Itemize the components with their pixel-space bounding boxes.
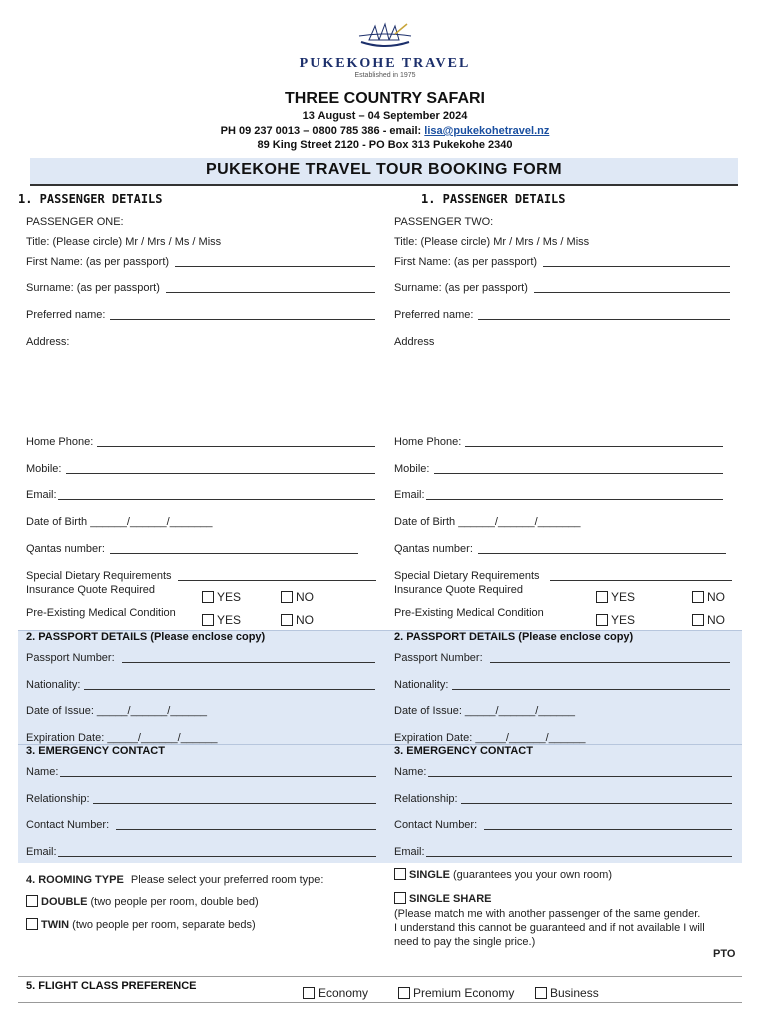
p1-first-name-field[interactable]: [175, 266, 375, 267]
p2-mobile-label: Mobile:: [394, 463, 430, 475]
section1-heading-left: 1. PASSENGER DETAILS: [18, 192, 163, 206]
s3-right-relationship-field[interactable]: [461, 803, 732, 804]
s2-right-nationality-field[interactable]: [452, 689, 730, 690]
p2-surname-label: Surname: (as per passport): [394, 282, 528, 294]
p1-insurance-no-label: NO: [296, 590, 314, 604]
p2-dob[interactable]: Date of Birth ______/______/_______: [394, 516, 581, 528]
p2-label: PASSENGER TWO:: [394, 216, 494, 228]
contact-line: [0, 125, 770, 137]
contact-phone: PH 09 237 0013 – 0800 785 386 - email:: [220, 125, 422, 137]
flight-business-label: Business: [550, 986, 599, 1000]
p1-medical-yes[interactable]: [202, 613, 241, 627]
s2-right-nationality-label: Nationality:: [394, 679, 449, 691]
s5-top-rule: [18, 976, 742, 977]
p2-dietary-label: Special Dietary Requirements: [394, 570, 540, 582]
share-note-1: (Please match me with another passenger of the same gender.: [394, 908, 701, 920]
s4-heading: 4. ROOMING TYPE: [26, 874, 124, 886]
p1-first-name-label: First Name: (as per passport): [26, 256, 170, 268]
s2-left-expiry[interactable]: Expiration Date: _____/______/______: [26, 732, 218, 744]
room-double-label: DOUBLE: [41, 896, 88, 908]
s2-left-passport-field[interactable]: [122, 662, 375, 663]
p2-first-name-field[interactable]: [543, 266, 730, 267]
p2-first-name-label: First Name: (as per passport): [394, 256, 538, 268]
s2-heading-left: 2. PASSPORT DETAILS (Please enclose copy): [26, 631, 266, 643]
p1-title[interactable]: Title: (Please circle) Mr / Mrs / Ms / Miss: [26, 236, 222, 248]
s3-right-contact-label: Contact Number:: [394, 819, 478, 831]
p1-medical-yes-label: YES: [217, 613, 242, 627]
s5-heading: 5. FLIGHT CLASS PREFERENCE: [26, 980, 197, 992]
p2-qantas-field[interactable]: [478, 553, 726, 554]
p1-preferred-field[interactable]: [110, 319, 375, 320]
s2-right-passport-label: Passport Number:: [394, 652, 483, 664]
p2-address-label: Address: [394, 336, 435, 348]
p2-medical-no-checkbox[interactable]: [692, 614, 704, 626]
p2-medical-no[interactable]: [692, 613, 725, 627]
p1-dietary-field[interactable]: [178, 580, 376, 581]
s3-right-relationship-label: Relationship:: [394, 793, 458, 805]
p1-dietary-label: Special Dietary Requirements: [26, 570, 172, 582]
p1-surname-label: Surname: (as per passport): [26, 282, 160, 294]
p1-insurance-label: Insurance Quote Required: [26, 584, 156, 596]
pto-label: PTO: [713, 948, 736, 960]
p2-medical-yes[interactable]: [596, 613, 635, 627]
flight-business[interactable]: [535, 986, 599, 1000]
flight-business-checkbox[interactable]: [535, 987, 547, 999]
p2-surname-field[interactable]: [534, 292, 730, 293]
s3-heading-right: 3. EMERGENCY CONTACT: [394, 745, 533, 757]
room-single[interactable]: [394, 868, 612, 881]
s3-left-relationship-field[interactable]: [93, 803, 376, 804]
room-double-note: (two people per room, double bed): [90, 896, 259, 908]
s3-left-name-field[interactable]: [60, 776, 376, 777]
p1-qantas-label: Qantas number:: [26, 543, 105, 555]
p2-preferred-label: Preferred name:: [394, 309, 474, 321]
s3-left-email-label: Email:: [26, 846, 57, 858]
room-single-label: SINGLE: [409, 869, 450, 881]
s2-left-issue[interactable]: Date of Issue: _____/______/______: [26, 705, 208, 717]
p2-dietary-field[interactable]: [550, 580, 732, 581]
p2-insurance-no-checkbox[interactable]: [692, 591, 704, 603]
room-single-share-checkbox[interactable]: [394, 892, 406, 904]
p2-insurance-no-label: NO: [707, 590, 725, 604]
s3-right-contact-field[interactable]: [484, 829, 732, 830]
p1-dob[interactable]: Date of Birth ______/______/_______: [26, 516, 213, 528]
s3-left-relationship-label: Relationship:: [26, 793, 90, 805]
p2-medical-yes-checkbox[interactable]: [596, 614, 608, 626]
p1-medical-yes-checkbox[interactable]: [202, 614, 214, 626]
flight-economy-checkbox[interactable]: [303, 987, 315, 999]
flight-premium[interactable]: [398, 986, 514, 1000]
p2-medical-label: Pre-Existing Medical Condition: [394, 607, 544, 619]
logo-boat-icon: [355, 20, 415, 52]
flight-premium-label: Premium Economy: [413, 986, 515, 1000]
room-single-checkbox[interactable]: [394, 868, 406, 880]
s3-right-email-field[interactable]: [426, 856, 732, 857]
s2-right-expiry[interactable]: Expiration Date: _____/______/______: [394, 732, 586, 744]
room-single-share[interactable]: [394, 892, 492, 905]
p2-medical-no-label: NO: [707, 613, 725, 627]
p2-insurance-yes[interactable]: [596, 590, 635, 604]
p1-medical-no-label: NO: [296, 613, 314, 627]
brand-established: Established in 1975: [354, 72, 416, 79]
p2-insurance-yes-checkbox[interactable]: [596, 591, 608, 603]
s4-heading-line: [26, 874, 323, 886]
p2-qantas-label: Qantas number:: [394, 543, 473, 555]
room-single-note: (guarantees you your own room): [453, 869, 612, 881]
s5-bottom-rule: [18, 1002, 742, 1003]
room-twin-label: TWIN: [41, 919, 70, 931]
p1-insurance-no-checkbox[interactable]: [281, 591, 293, 603]
p2-insurance-no[interactable]: [692, 590, 725, 604]
contact-address: 89 King Street 2120 - PO Box 313 Pukekohe 2340: [257, 139, 513, 151]
s2-left-nationality-field[interactable]: [84, 689, 375, 690]
share-note-3: need to pay the single price.): [394, 936, 536, 948]
share-note-2: I understand this cannot be guaranteed and if not available I will: [394, 922, 705, 934]
s3-right-name-field[interactable]: [428, 776, 732, 777]
s4-prompt: Please select your preferred room type:: [130, 874, 324, 886]
p1-qantas-field[interactable]: [110, 553, 358, 554]
p2-mobile-field[interactable]: [434, 473, 723, 474]
s3-right-name-label: Name:: [394, 766, 427, 778]
room-single-share-label: SINGLE SHARE: [409, 893, 492, 905]
s3-left-contact-label: Contact Number:: [26, 819, 110, 831]
p2-title[interactable]: Title: (Please circle) Mr / Mrs / Ms / Miss: [394, 236, 590, 248]
room-twin-checkbox[interactable]: [26, 918, 38, 930]
s2-left-nationality-label: Nationality:: [26, 679, 81, 691]
s3-left-name-label: Name:: [26, 766, 59, 778]
p1-insurance-yes[interactable]: [202, 590, 241, 604]
p1-home-phone-field[interactable]: [97, 446, 375, 447]
p1-email-field[interactable]: [58, 499, 375, 500]
p1-medical-label: Pre-Existing Medical Condition: [26, 607, 176, 619]
p1-medical-no[interactable]: [281, 613, 314, 627]
form-title: PUKEKOHE TRAVEL TOUR BOOKING FORM: [205, 161, 563, 178]
flight-economy-label: Economy: [318, 986, 369, 1000]
p1-mobile-label: Mobile:: [26, 463, 62, 475]
brand-name: PUKEKOHE TRAVEL: [299, 56, 471, 71]
s3-heading-left: 3. EMERGENCY CONTACT: [26, 745, 165, 757]
s3-right-email-label: Email:: [394, 846, 425, 858]
tour-dates: 13 August – 04 September 2024: [302, 110, 468, 122]
room-twin-note: (two people per room, separate beds): [72, 919, 256, 931]
p1-address-label: Address:: [26, 336, 70, 348]
p2-email-label: Email:: [394, 489, 425, 501]
section1-heading-right: 1. PASSENGER DETAILS: [421, 192, 566, 206]
tour-title: THREE COUNTRY SAFARI: [284, 90, 485, 107]
p1-insurance-no[interactable]: [281, 590, 314, 604]
p2-insurance-yes-label: YES: [611, 590, 636, 604]
p1-surname-field[interactable]: [166, 292, 375, 293]
flight-economy[interactable]: [303, 986, 368, 1000]
s3-left-email-field[interactable]: [58, 856, 376, 857]
s2-right-issue[interactable]: Date of Issue: _____/______/______: [394, 705, 576, 717]
p1-medical-no-checkbox[interactable]: [281, 614, 293, 626]
p1-insurance-yes-label: YES: [217, 590, 242, 604]
s2-left-passport-label: Passport Number:: [26, 652, 115, 664]
s3-left-contact-field[interactable]: [116, 829, 376, 830]
p2-home-phone-field[interactable]: [465, 446, 723, 447]
p1-email-label: Email:: [26, 489, 57, 501]
p2-email-field[interactable]: [426, 499, 723, 500]
p2-insurance-label: Insurance Quote Required: [394, 584, 524, 596]
contact-email-link[interactable]: lisa@pukekohetravel.nz: [424, 125, 550, 137]
p1-label: PASSENGER ONE:: [26, 216, 124, 228]
s2-heading-right: 2. PASSPORT DETAILS (Please enclose copy): [394, 631, 634, 643]
p1-home-phone-label: Home Phone:: [26, 436, 94, 448]
flight-premium-checkbox[interactable]: [398, 987, 410, 999]
p2-medical-yes-label: YES: [611, 613, 636, 627]
room-double[interactable]: [26, 895, 259, 908]
p1-insurance-yes-checkbox[interactable]: [202, 591, 214, 603]
p1-mobile-field[interactable]: [66, 473, 375, 474]
room-double-checkbox[interactable]: [26, 895, 38, 907]
logo: [355, 20, 415, 52]
room-twin[interactable]: [26, 918, 256, 931]
p2-preferred-field[interactable]: [478, 319, 730, 320]
s2-right-passport-field[interactable]: [490, 662, 730, 663]
p2-home-phone-label: Home Phone:: [394, 436, 462, 448]
p1-preferred-label: Preferred name:: [26, 309, 106, 321]
